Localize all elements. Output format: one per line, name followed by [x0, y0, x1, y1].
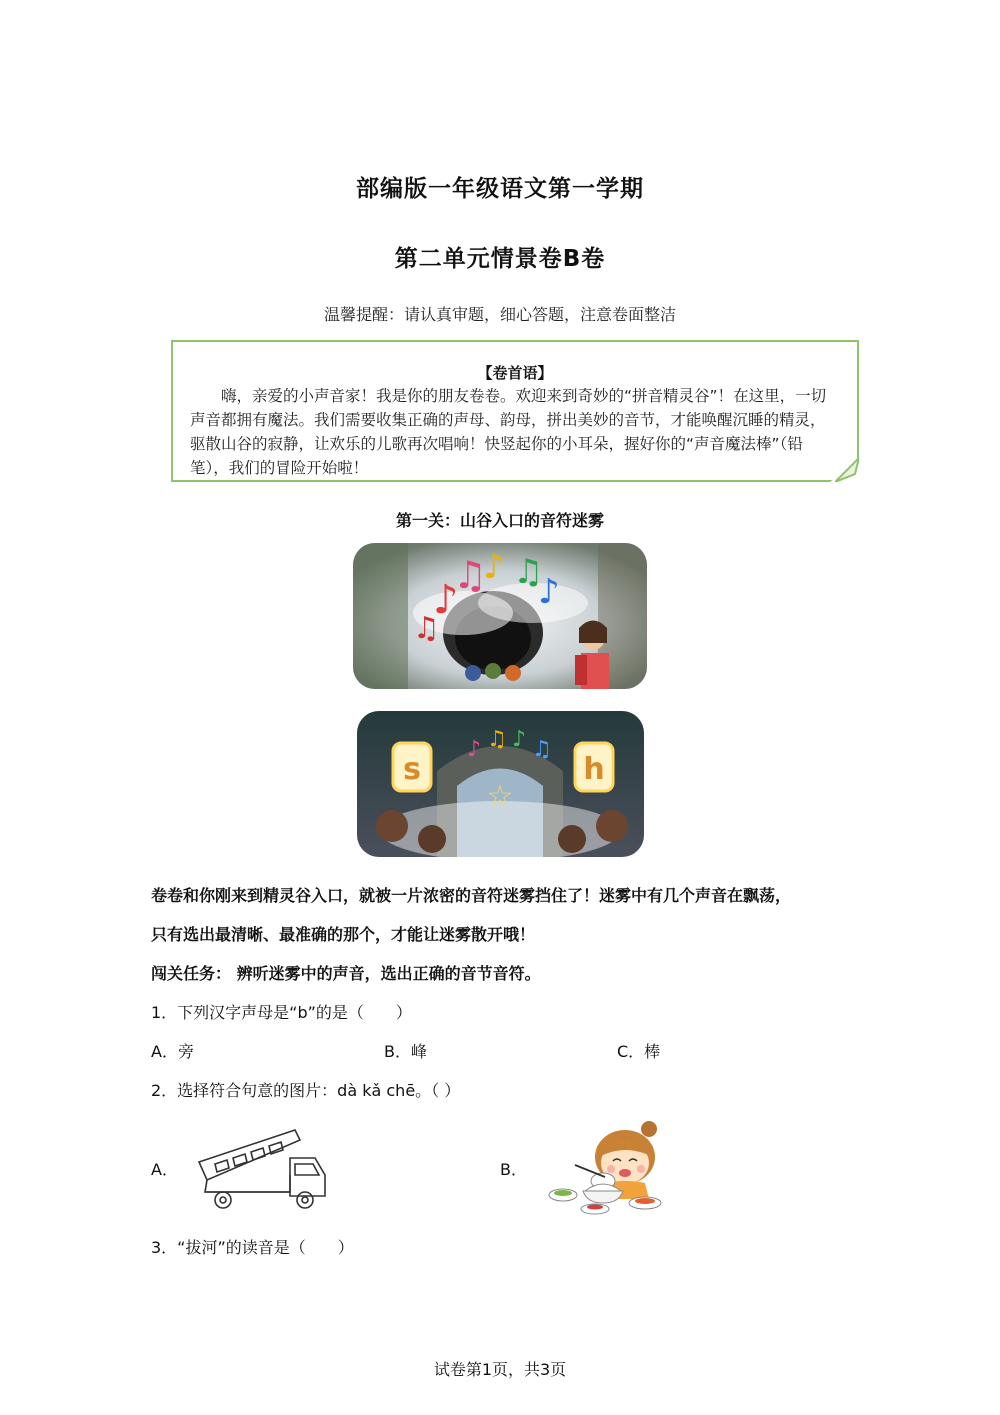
- card-left-letter: s: [403, 752, 421, 787]
- level-task: 闯关任务： 辨听迷雾中的声音，选出正确的音节音符。: [151, 964, 541, 983]
- svg-text:♪: ♪: [467, 737, 482, 762]
- preface-heading: 【卷首语】: [477, 364, 553, 382]
- q1-option-c[interactable]: C．棒: [617, 1042, 661, 1061]
- svg-text:♫: ♫: [453, 553, 488, 597]
- paper-title-line2: 第二单元情景卷B卷: [394, 246, 606, 272]
- question-3: 3．“拔河”的读音是（ ）: [151, 1238, 354, 1257]
- q1-option-b[interactable]: B．峰: [384, 1042, 427, 1061]
- svg-text:♫: ♫: [487, 727, 507, 752]
- card-right-letter: h: [583, 752, 605, 787]
- page-footer: 试卷第1页，共3页: [433, 1360, 567, 1379]
- q2-option-b[interactable]: B．: [500, 1160, 527, 1179]
- svg-text:♪: ♪: [512, 727, 527, 752]
- question-2: 2．选择符合句意的图片：dà kǎ chē。（ ）: [151, 1081, 461, 1100]
- svg-text:♪: ♪: [483, 547, 505, 587]
- preface-body: 嗨，亲爱的小声音家！我是你的朋友卷卷。欢迎来到奇妙的“拼音精灵谷”！在这里，一切声音都拥有魔法。我们需要收集正确的声母、韵母，拼出美妙的音节，才能唤醒沉睡的精灵，驱散山谷的寂静，让欢乐的儿歌再次唱响！快竖起你的小耳朵，握好你的“声音魔法棒”（铅笔），我们的冒险开始啦！: [190, 387, 827, 477]
- level-title: 第一关：山谷入口的音符迷雾: [395, 511, 604, 530]
- svg-text:♫: ♫: [532, 737, 552, 762]
- reminder-text: 温馨提醒：请认真审题，细心答题，注意卷面整洁: [323, 305, 676, 324]
- q1-option-a[interactable]: A．旁: [151, 1042, 194, 1061]
- paper-title-line1: 部编版一年级语文第一学期: [356, 176, 644, 202]
- phonics-cards-image: [357, 711, 644, 857]
- dump-truck-icon[interactable]: [195, 1120, 330, 1212]
- story-line-1: 卷卷和你刚来到精灵谷入口，就被一片浓密的音符迷雾挡住了！迷雾中有几个声音在飘荡，: [151, 886, 792, 905]
- svg-text:♪: ♪: [538, 572, 560, 612]
- svg-text:♫: ♫: [413, 611, 440, 646]
- svg-text:♪: ♪: [433, 577, 459, 623]
- svg-text:♫: ♫: [513, 552, 544, 592]
- girl-eating-icon[interactable]: [545, 1117, 667, 1215]
- valley-entrance-image: [353, 543, 647, 689]
- story-line-2: 只有选出最清晰、最准确的那个，才能让迷雾散开哦！: [151, 925, 536, 944]
- svg-text:☆: ☆: [486, 779, 514, 814]
- q2-option-a[interactable]: A．: [151, 1160, 178, 1179]
- question-1: 1．下列汉字声母是“b”的是（ ）: [151, 1003, 412, 1022]
